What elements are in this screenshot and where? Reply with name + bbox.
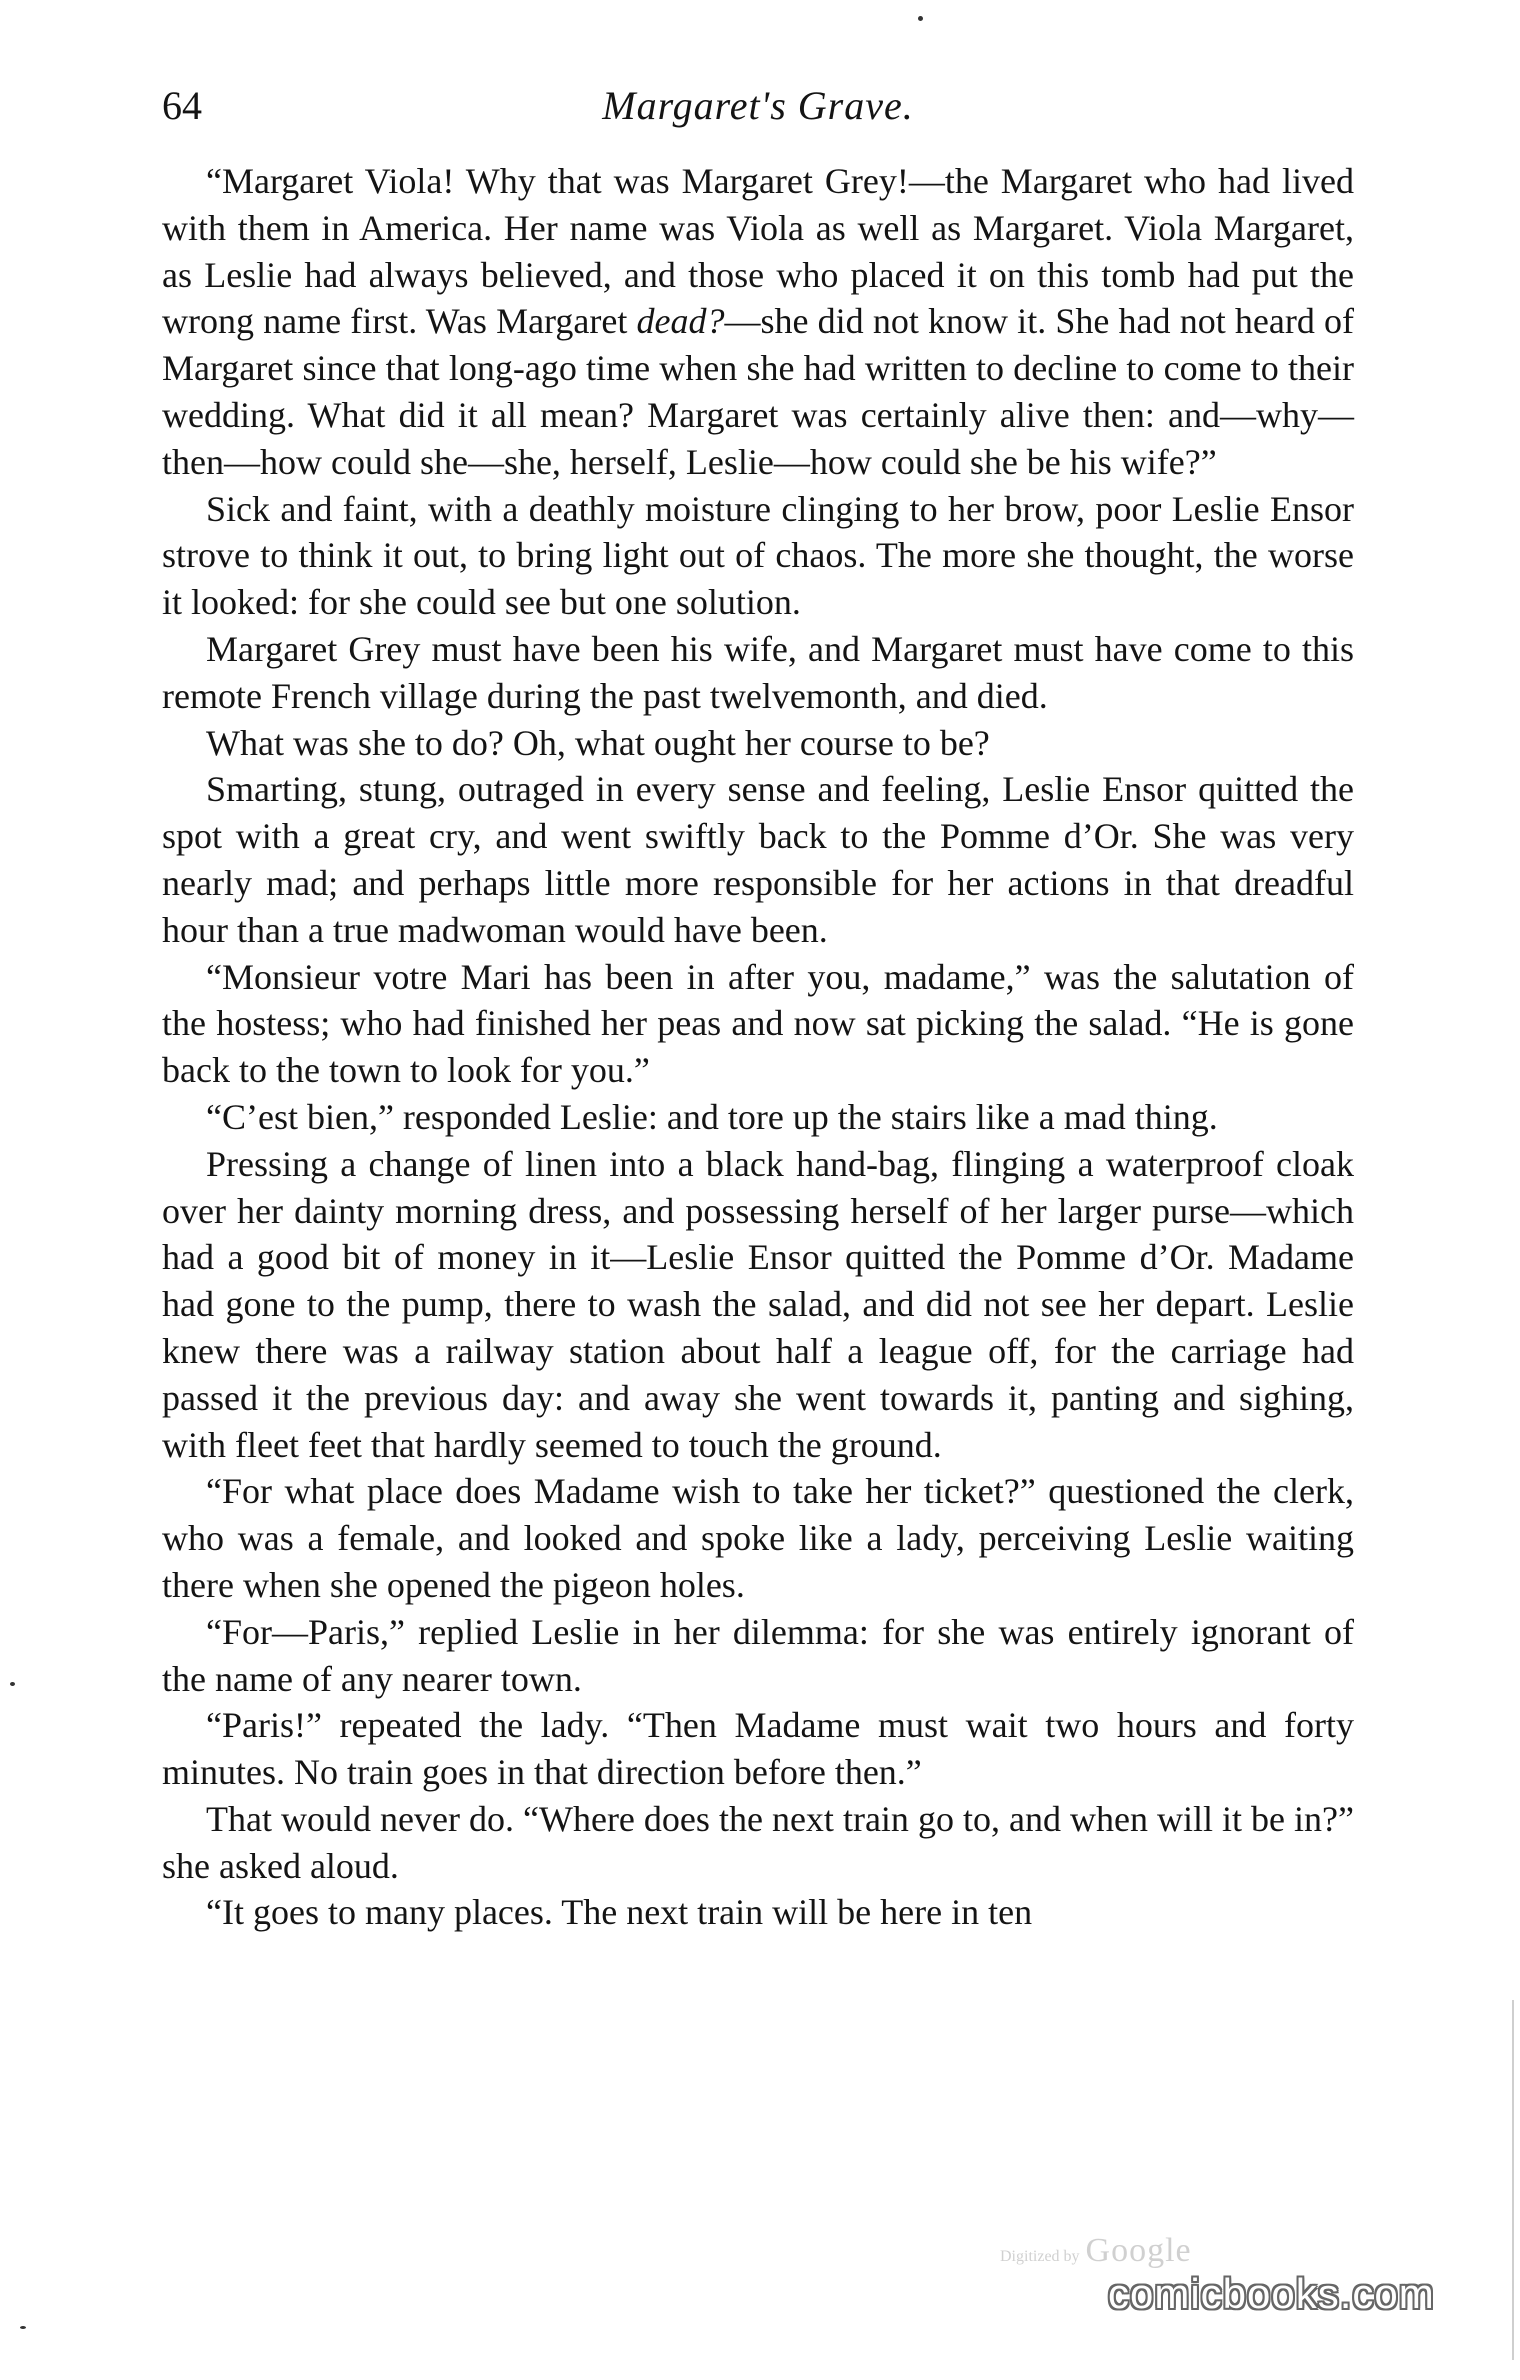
- digitizer-name: Google: [1085, 2232, 1192, 2269]
- paragraph: What was she to do? Oh, what ought her course to be?: [206, 722, 990, 763]
- page-header: [162, 82, 1354, 142]
- google-watermark: [1000, 2232, 1192, 2270]
- running-title: Margaret's Grave.: [602, 83, 914, 128]
- digitizer-prefix: Digitized by: [1000, 2248, 1080, 2265]
- paragraph: “Margaret Viola! Why that was Margaret Grey!—the Margaret who had lived with them in America. Her name was Viola as well as Margaret. Viola Margaret, as Leslie had always believed, and those who placed it on this tomb had put the wrong name first. Was Margaret dead?—she did not know it. She had not heard of Margaret since that long-ago time when she had written to decline to come to their wedding. What did it all mean? Margaret was certainly alive then: and—why—then—how could she—she, herself, Leslie—how could she be his wife?”: [162, 161, 1354, 482]
- paragraph: Margaret Grey must have been his wife, and Margaret must have come to this remote French village during the past twelvemonth, and died.: [162, 628, 1354, 716]
- paragraph: “C’est bien,” responded Leslie: and tore up the stairs like a mad thing.: [206, 1096, 1218, 1137]
- paragraph: “It goes to many places. The next train will be here in ten: [206, 1892, 1033, 1933]
- scan-speck: [918, 16, 923, 21]
- paragraph: “For—Paris,” replied Leslie in her dilemma: for she was entirely ignorant of the name of any nearer town.: [162, 1611, 1354, 1699]
- paragraph: Smarting, stung, outraged in every sense and feeling, Leslie Ensor quitted the spot with a great cry, and went swiftly back to the Pomme d’Or. She was very nearly mad; and perhaps little more responsible for her actions in that dreadful hour than a true madwoman would have been.: [162, 769, 1354, 950]
- paragraph: “Paris!” repeated the lady. “Then Madame must wait two hours and forty minutes. No train goes in that direction before then.”: [162, 1705, 1354, 1793]
- page-edge-line: [1512, 2000, 1514, 2360]
- paragraph: That would never do. “Where does the next train go to, and when will it be in?” she asked aloud.: [162, 1798, 1354, 1886]
- emphasis-text: dead?: [636, 301, 725, 342]
- scan-speck: [10, 1682, 15, 1686]
- scan-speck: [20, 2326, 26, 2329]
- paragraph: Pressing a change of linen into a black hand-bag, flinging a waterproof cloak over her dainty morning dress, and possessing herself of her larger purse—which had a good bit of money in it—Leslie Ensor quitted the Pomme d’Or. Madame had gone to the pump, there to wash the salad, and did not see her depart. Leslie knew there was a railway station about half a league off, for the carriage had passed it the previous day: and away she went towards it, panting and sighing, with fleet feet that hardly seemed to touch the ground.: [162, 1143, 1354, 1465]
- paragraph: “Monsieur votre Mari has been in after you, madame,” was the salutation of the hostess; who had finished her peas and now sat picking the salad. “He is gone back to the town to look for you.”: [162, 956, 1354, 1091]
- site-watermark: comicbooks.com: [1108, 2270, 1435, 2317]
- paragraph: “For what place does Madame wish to take her ticket?” questioned the clerk, who was a female, and looked and spoke like a lady, perceiving Leslie waiting there when she opened the pigeon holes.: [162, 1471, 1354, 1605]
- body-text: [162, 158, 1354, 1936]
- paragraph: Sick and faint, with a deathly moisture clinging to her brow, poor Leslie Ensor strove to think it out, to bring light out of chaos. The more she thought, the worse it looked: for she could see but one solution.: [162, 488, 1354, 623]
- page-number: 64: [162, 83, 202, 128]
